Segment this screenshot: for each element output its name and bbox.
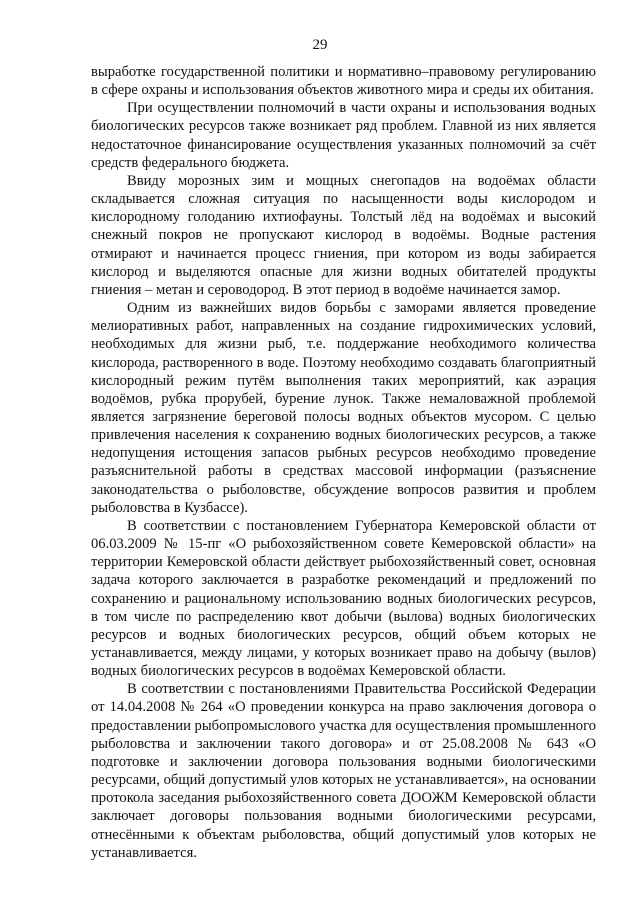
paragraph-continuation: выработке государственной политики и нормативно–правовому регулированию в сфере охраны и использования объектов животного мира и среды их обитания. bbox=[91, 64, 596, 99]
paragraph: Одним из важнейших видов борьбы с заморами является проведение мелиоративных работ, направленных на создание гидрохимических условий, необходимых для жизни рыб, т.е. поддержание необходимого количества кислорода, растворенного в воде. Поэтому необходимо создавать благоприятный кислородный режим путём выполнения таких мероприятий, как аэрация водоёмов, рубка прорубей, бурение лунок. Также немаловажной проблемой является загрязнение береговой полосы водных объектов мусором. С целью привлечения населения к сохранению водных биологических ресурсов, а также недопущения истощения запасов рыбных ресурсов необходимо проведение разъяснительной работы в средствах массовой информации (разъяснение законодательства о рыболовстве, обсуждение вопросов развития и проблем рыболовства в Кузбассе). bbox=[91, 300, 596, 516]
paragraph: Ввиду морозных зим и мощных снегопадов на водоёмах области складывается сложная ситуация по насыщенности воды кислородом и кислородному голоданию ихтиофауны. Толстый лёд на водоёмах и высокий снежный покров не пропускают кислород в водоёмы. Водные растения отмирают и начинается процесс гниения, при котором из воды забирается кислород и выделяются опасные для жизни водных обитателей продукты гниения – метан и сероводород. В этот период в водоёме начинается замор. bbox=[91, 172, 596, 298]
page-number: 29 bbox=[312, 37, 328, 53]
paragraph: В соответствии с постановлениями Правительства Российской Федерации от 14.04.2008 № 264 «О проведении конкурса на право заключения договора о предоставлении рыбопромыслового участка для осуществления промышленного рыболовства и заключении такого договора» и от 25.08.2008 № 643 «О подготовке и заключении договора пользования водными биологическими ресурсами, общий допустимый улов которых не устанавливается», на основании протокола заседания рыбохозяйственного совета ДООЖМ Кемеровской области заключает договоры пользования водными биологическими ресурсами, отнесёнными к объектам рыболовства, общий допустимый улов которых не устанавливается. bbox=[91, 681, 596, 861]
paragraph: При осуществлении полномочий в части охраны и использования водных биологических ресурсов также возникает ряд проблем. Главной из них является недостаточное финансирование осуществления указанных полномочий за счёт средств федерального бюджета. bbox=[91, 100, 596, 171]
body-text bbox=[91, 63, 596, 862]
paragraph: В соответствии с постановлением Губернатора Кемеровской области от 06.03.2009 № 15-пг «О рыбохозяйственном совете Кемеровской области» на территории Кемеровской области действует рыбохозяйственный совет, основная задача которого заключается в разработке рекомендаций и предложений по сохранению и рациональному использованию водных биологических ресурсов, в том числе по распределению квот добычи (вылова) водных биологических ресурсов и водных биологических ресурсов, общий объем которых не устанавливается, между лицами, у которых возникает право на добычу (вылов) водных биологических ресурсов в водоёмах Кемеровской области. bbox=[91, 517, 596, 680]
